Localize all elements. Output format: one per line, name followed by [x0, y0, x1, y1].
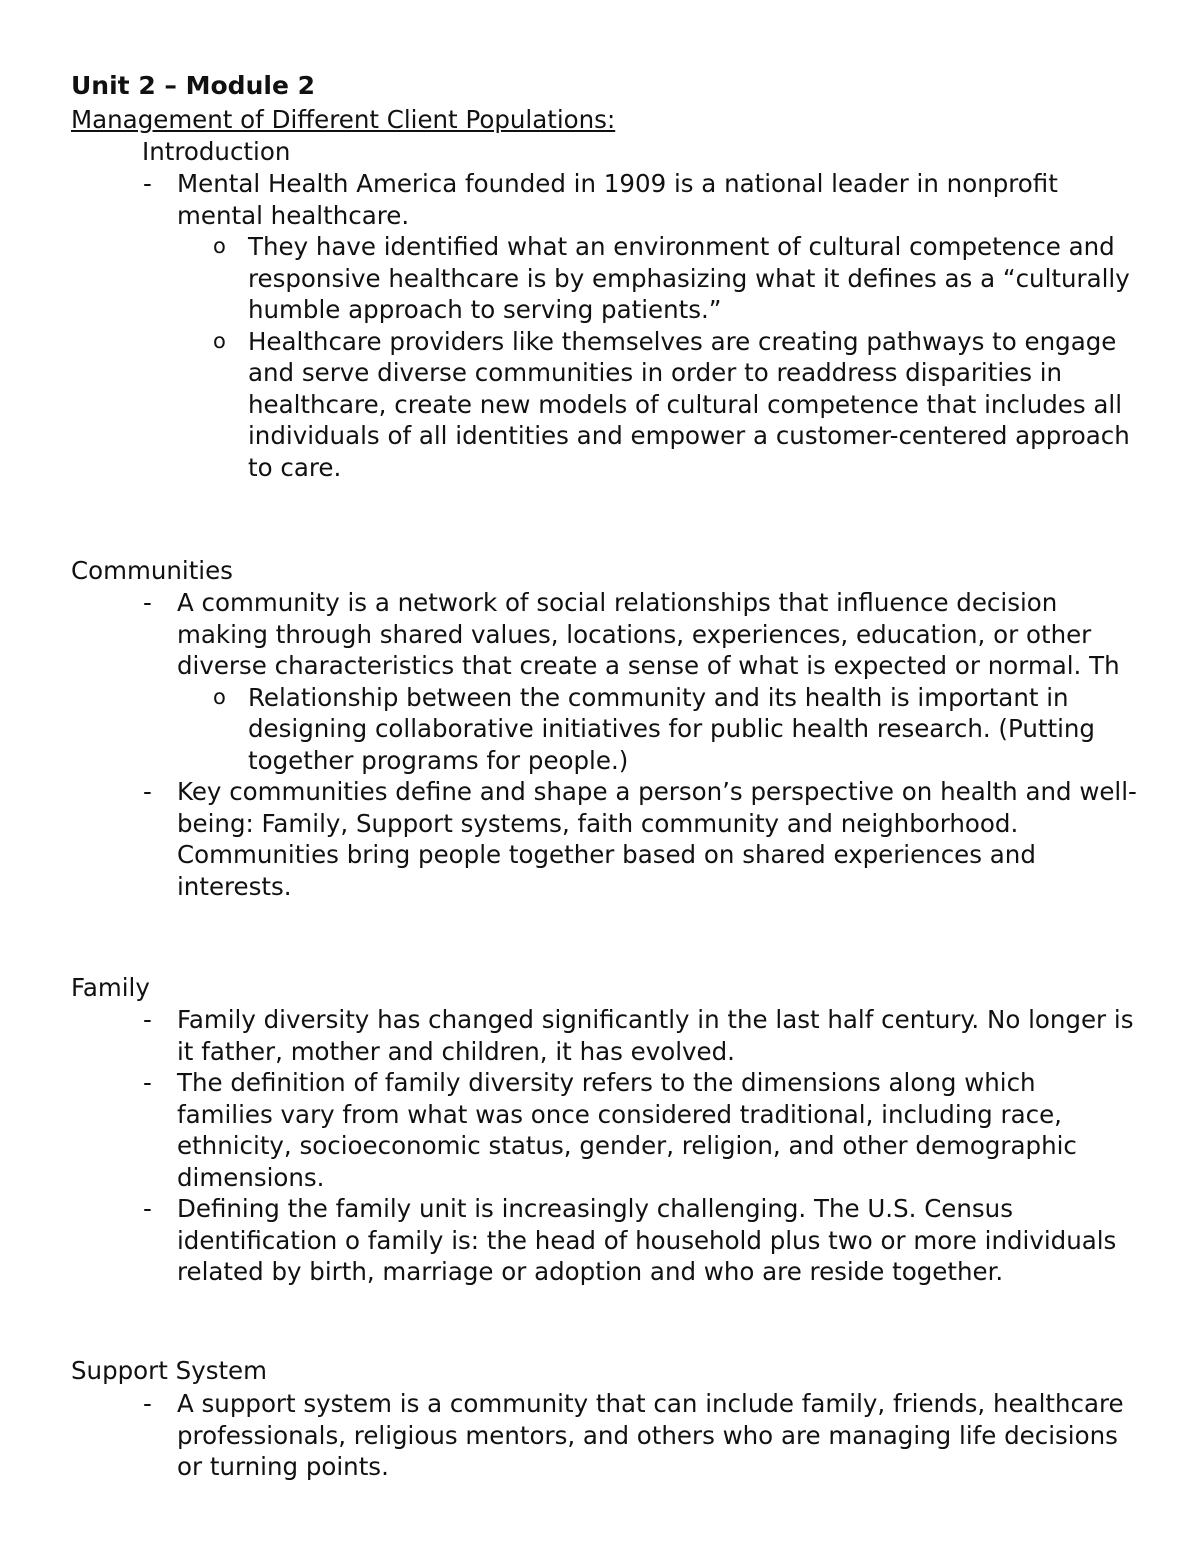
sub-list-item [0, 326, 1133, 484]
list-item [0, 587, 1137, 682]
dash-bullet-icon: - [143, 1389, 152, 1418]
section-heading-communities: Communities [71, 556, 233, 585]
circle-bullet-icon: o [213, 234, 226, 258]
family-list [0, 1004, 1200, 1288]
section-heading-family: Family [71, 973, 150, 1002]
dash-bullet-icon: - [143, 1194, 152, 1223]
dash-bullet-icon: - [143, 777, 152, 806]
dash-bullet-icon: - [143, 169, 152, 198]
circle-bullet-icon: o [213, 328, 226, 353]
list-item-text: Key communities define and shape a person’s perspective on health and well-being: Family, Support systems, faith community and neighborhood. Communities bring people together based on shared experiences and interests. [177, 777, 1137, 901]
sub-list-item-text: Relationship between the community and its health is important in designing collaborative initiatives for public health research. (Putting together programs for people.) [248, 682, 1095, 775]
dash-bullet-icon: - [143, 588, 152, 617]
document-subtitle: Management of Different Client Populations: [71, 105, 616, 134]
list-item-text: Family diversity has changed significantly in the last half century. No longer is it father, mother and children, it has evolved. [177, 1005, 1134, 1066]
list-item-text: A support system is a community that can include family, friends, healthcare professionals, religious mentors, and others who are managing life decisions or turning points. [177, 1389, 1124, 1481]
sub-list-item-text: They have identified what an environment of cultural competence and responsive healthcare is by emphasizing what it defines as a “culturally humble approach to serving patients.” [248, 232, 1130, 324]
list-item [0, 1388, 1137, 1483]
list-item [0, 776, 1137, 902]
sub-list-item [0, 682, 1133, 777]
dash-bullet-icon: - [143, 1005, 152, 1034]
list-item [0, 1004, 1137, 1067]
document-title: Unit 2 – Module 2 [71, 71, 315, 100]
dash-bullet-icon: - [143, 1068, 152, 1097]
circle-bullet-icon: o [213, 684, 226, 709]
list-item [0, 1067, 1137, 1193]
list-item [0, 1193, 1137, 1288]
list-item-text: The definition of family diversity refers to the dimensions along which families vary from what was once considered traditional, including race, ethnicity, socioeconomic status, gender, religion, and other demographic dimensions. [177, 1068, 1077, 1192]
sub-list-item-text: Healthcare providers like themselves are creating pathways to engage and serve diverse communities in order to readdress disparities in healthcare, create new models of cultural competence that includes all individuals of all identities and empower a customer-centered approach to care. [248, 326, 1130, 482]
list-item [0, 168, 1137, 231]
list-item-text: Mental Health America founded in 1909 is a national leader in nonprofit mental healthcare. [177, 169, 1058, 230]
support-system-list [0, 1388, 1200, 1483]
list-item-text: Defining the family unit is increasingly challenging. The U.S. Census identification o family is: the head of household plus two or more individuals related by birth, marriage or adoption and who are reside together. [177, 1194, 1117, 1286]
introduction-list [0, 168, 1200, 483]
list-item-text: A community is a network of social relationships that influence decision making through shared values, locations, experiences, education, or other diverse characteristics that create a sense of what is expected or normal. Th [177, 588, 1120, 680]
section-heading-support-system: Support System [71, 1356, 267, 1385]
sub-list-item [0, 231, 1133, 326]
introduction-label: Introduction [142, 137, 291, 166]
communities-list [0, 587, 1200, 902]
